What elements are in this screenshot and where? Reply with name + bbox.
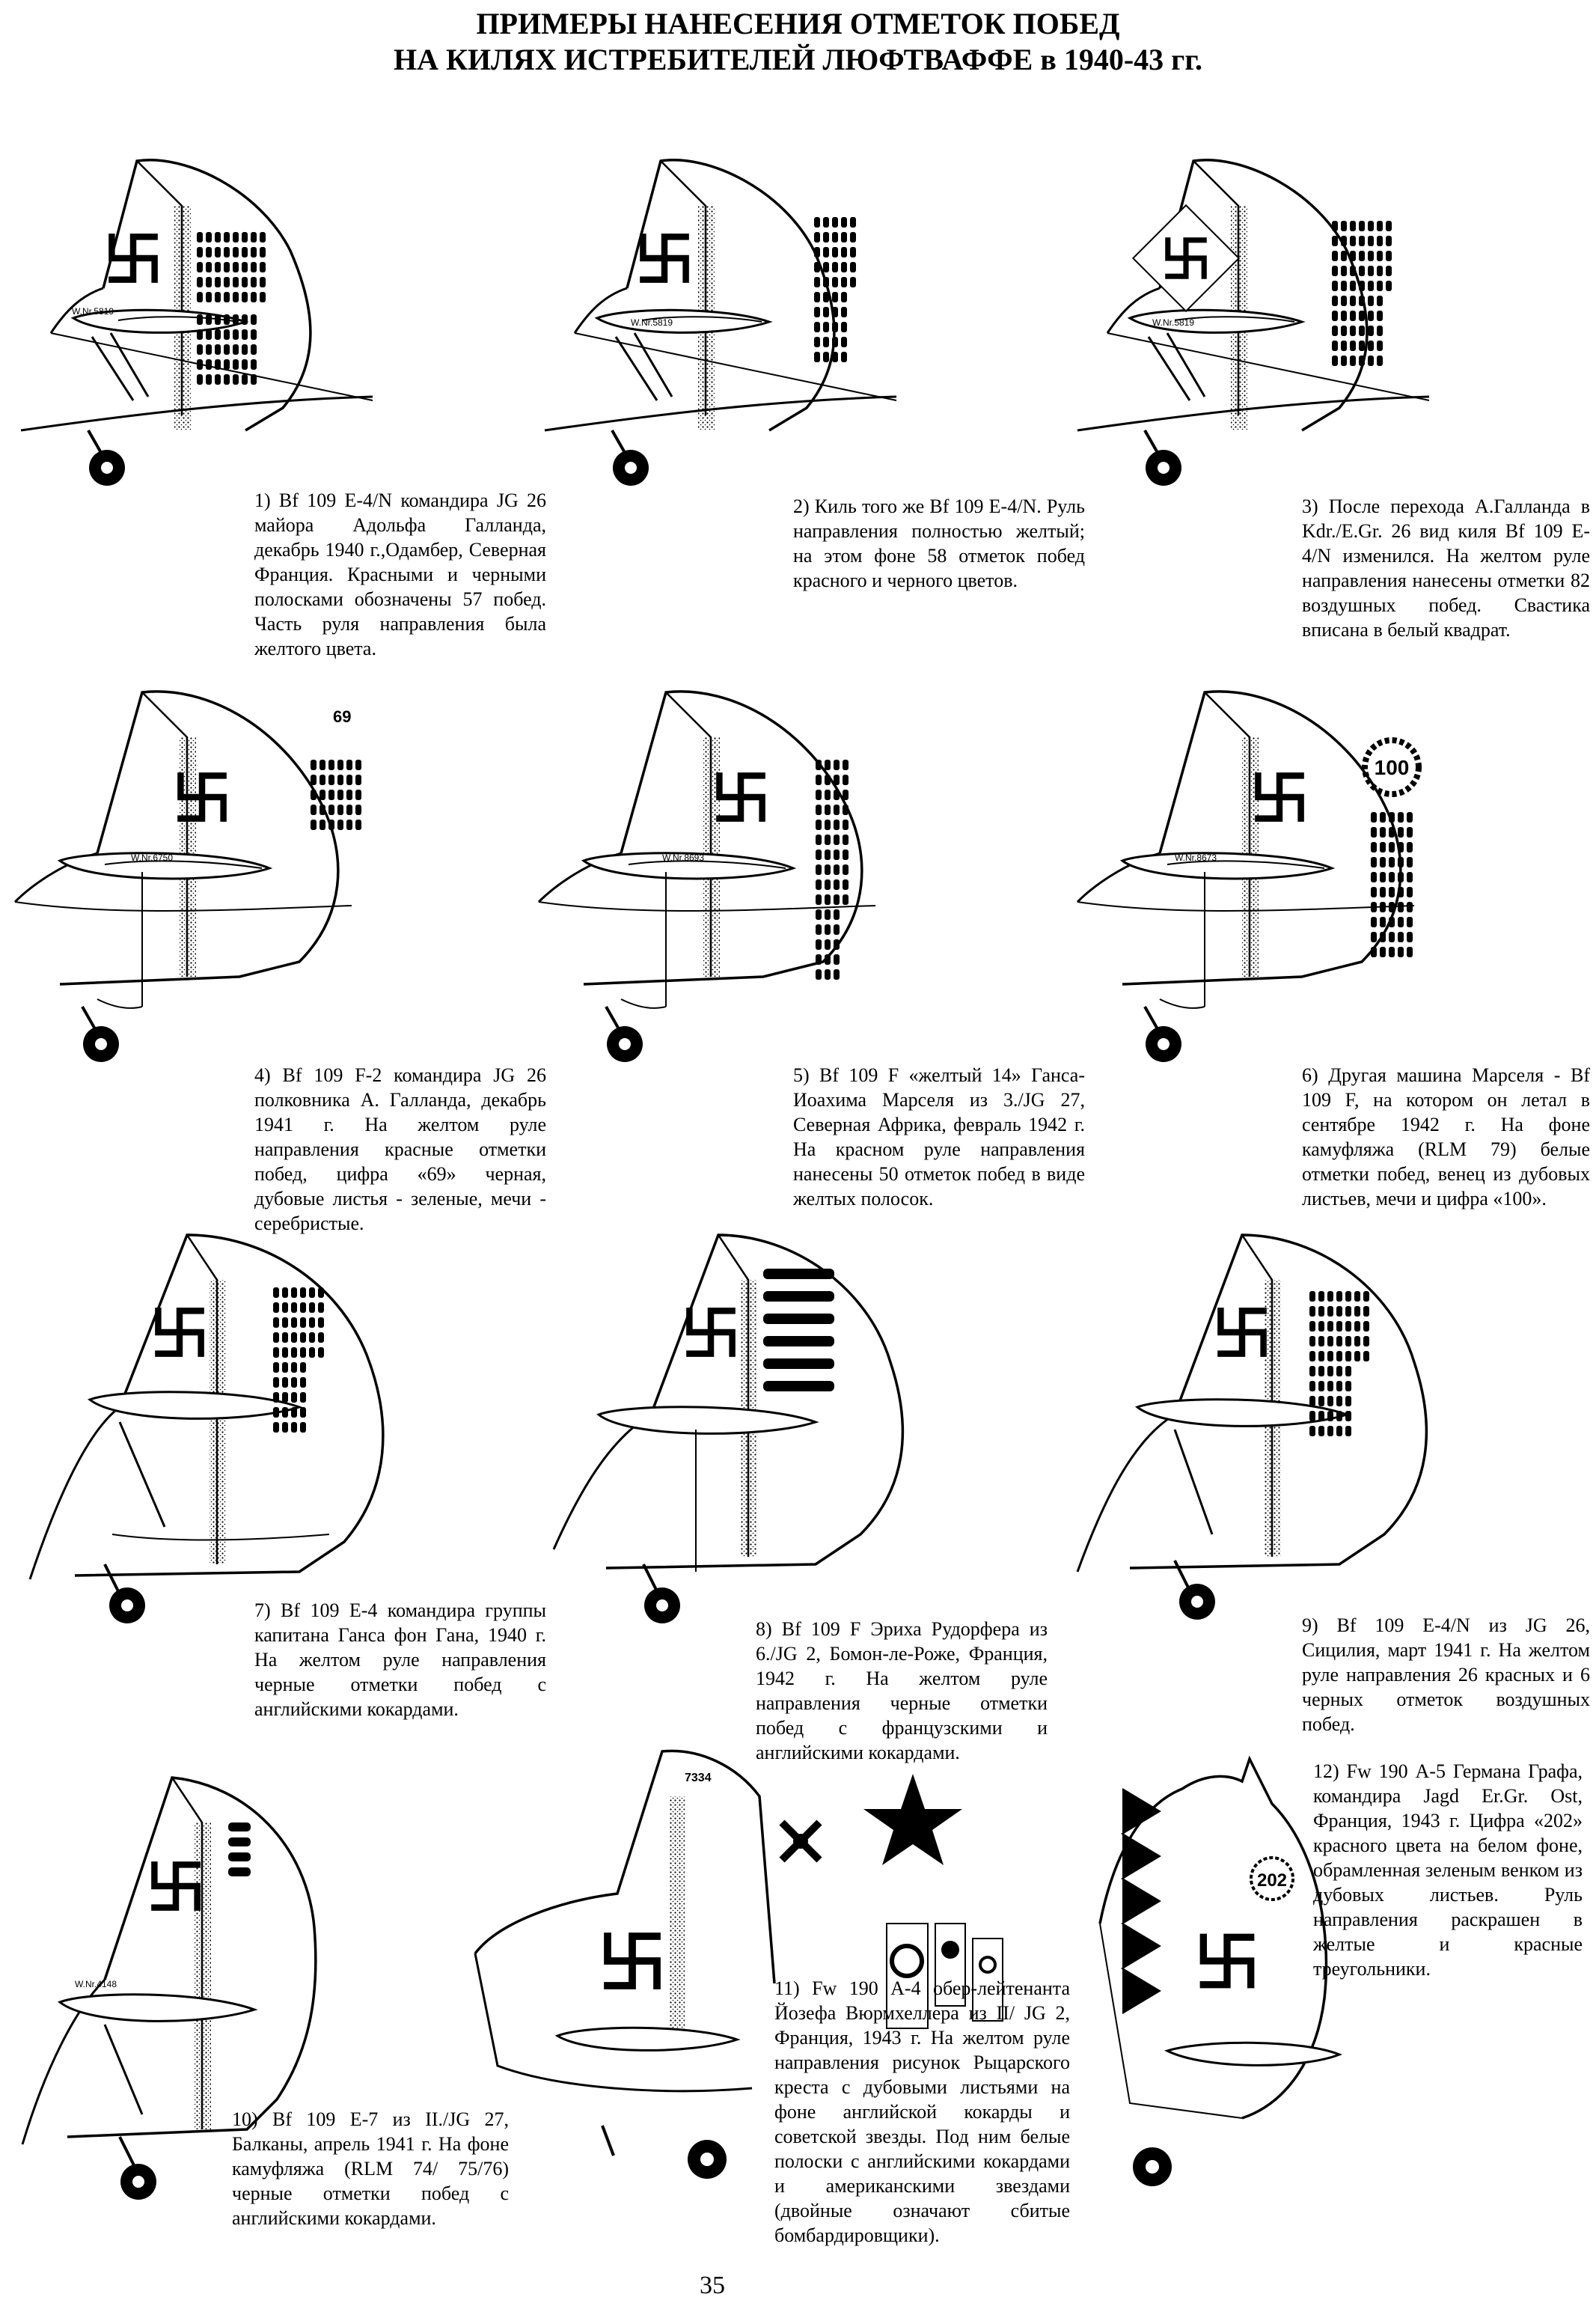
victory-number-202: 202 (1256, 1870, 1288, 1891)
werknummer-label: W.Nr.8693 (662, 852, 705, 863)
figure-9-caption: 9) Bf 109 E-4/N из JG 26, Сицилия, март 1941 г. На желтом руле направления 26 красных и 6 черных отметок воздушных побед. (1302, 1614, 1590, 1735)
figure-3-caption: 3) После перехода А.Галланда в Kdr./E.Gr. 26 вид киля Bf 109 E-4/N изменился. На желтом руле направления нанесены отметки 82 воздушных побед. Свастика вписана в белый квадрат. (1302, 495, 1590, 641)
title-line-1: ПРИМЕРЫ НАНЕСЕНИЯ ОТМЕТОК ПОБЕД (476, 7, 1120, 40)
figure-6-caption: 6) Другая машина Марселя - Bf 109 F, на котором он летал в сентябре 1942 г. На фоне камуфляжа (RLM 79) белые отметки побед, венец из дубовых листьев, мечи и цифра «100». (1302, 1064, 1590, 1210)
figure-11-caption: 11) Fw 190 А-4 обер-лейтенанта Йозефа Вюрмхеллера из II/ JG 2, Франция, 1943 г. На желтом руле направления рисунок Рыцарского креста с дубовыми листьями на фоне английской кокарды и советской звезды. Под ним белые полоски с английскими кокардами и американскими звездами (двойные означают сбитые бомбардировщики). (774, 1977, 1070, 2246)
figure-7-caption: 7) Bf 109 E-4 командира группы капитана Ганса фон Гана, 1940 г. На желтом руле направления черные отметки побед с английскими кокардами. (254, 1599, 546, 1720)
figure-8-drawing (539, 1220, 913, 1639)
werknummer-label: W.Nr.5819 (72, 306, 114, 317)
werknummer-label: 7334 (685, 1772, 712, 1784)
figure-2-caption: 2) Киль того же Bf 109 E-4/N. Руль направления полностью желтый; на этом фоне 58 отметок побед красного и черного цветов. (793, 495, 1085, 591)
knights-cross-emblem (782, 1823, 819, 1860)
figure-10-caption: 10) Bf 109 E-7 из II./JG 27, Балканы, апрель 1941 г. На фоне камуфляжа (RLM 74/ 75/76) черные отметки побед с английскими кокардами. (232, 2108, 509, 2229)
werknummer-label: W.Nr.5819 (631, 317, 673, 328)
soviet-star-icon (863, 1774, 962, 1865)
figure-3-drawing (1077, 161, 1429, 490)
figure-2-drawing (545, 161, 896, 490)
figure-12-caption: 12) Fw 190 А-5 Германа Графа, командира Jagd Er.Gr. Ost, Франция, 1943 г. Цифра «202» красного цвета на белом фоне, обрамленная зеленым венком из дубовых листьев. Руль направления раскрашен в желтые и красные треугольники. (1313, 1760, 1583, 1980)
victory-number-100: 100 (1374, 756, 1410, 779)
figure-1-caption: 1) Bf 109 E-4/N командира JG 26 майора Адольфа Галланда, декабрь 1940 г.,Одамбер, Северная Франция. Красными и черными полосками обозначены 57 побед. Часть руля направления была желтого цвета. (254, 489, 546, 659)
page-title (0, 6, 1596, 78)
werknummer-label: W.Nr.6750 (131, 852, 174, 863)
werknummer-label: W.Nr.5819 (1152, 317, 1195, 328)
figure-5-drawing (539, 692, 890, 1067)
page-number: 35 (700, 2272, 725, 2299)
figure-7-drawing (15, 1220, 389, 1639)
figure-4-drawing (15, 692, 367, 1067)
figure-8-caption: 8) Bf 109 F Эриха Рудорфера из 6./JG 2, Бомон-ле-Роже, Франция, 1942 г. На желтом руле направления черные отметки побед с французскими и английскими кокардами. (756, 1618, 1048, 1763)
figure-1-drawing (21, 161, 373, 490)
werknummer-label: W.Nr.8673 (1175, 852, 1217, 863)
figure-5-caption: 5) Bf 109 F «желтый 14» Ганса-Иоахима Марселя из 3./JG 27, Северная Африка, февраль 1942 г. На красном руле направления нанесены 50 отметок побед в виде желтых полосок. (793, 1064, 1085, 1210)
figure-6-drawing (1077, 692, 1429, 1067)
title-line-2: НА КИЛЯХ ИСТРЕБИТЕЛЕЙ ЛЮФТВАФФЕ в 1940-43 гг. (393, 43, 1202, 76)
werknummer-label: W.Nr.4148 (75, 1979, 117, 1989)
figure-4-caption: 4) Bf 109 F-2 командира JG 26 полковника А. Галланда, декабрь 1941 г. На желтом руле направления красные отметки побед, цифра «69» черная, дубовые листья - зеленые, мечи - серебристые. (254, 1064, 546, 1234)
figure-9-drawing (1063, 1220, 1437, 1639)
victory-number-69: 69 (333, 707, 352, 726)
